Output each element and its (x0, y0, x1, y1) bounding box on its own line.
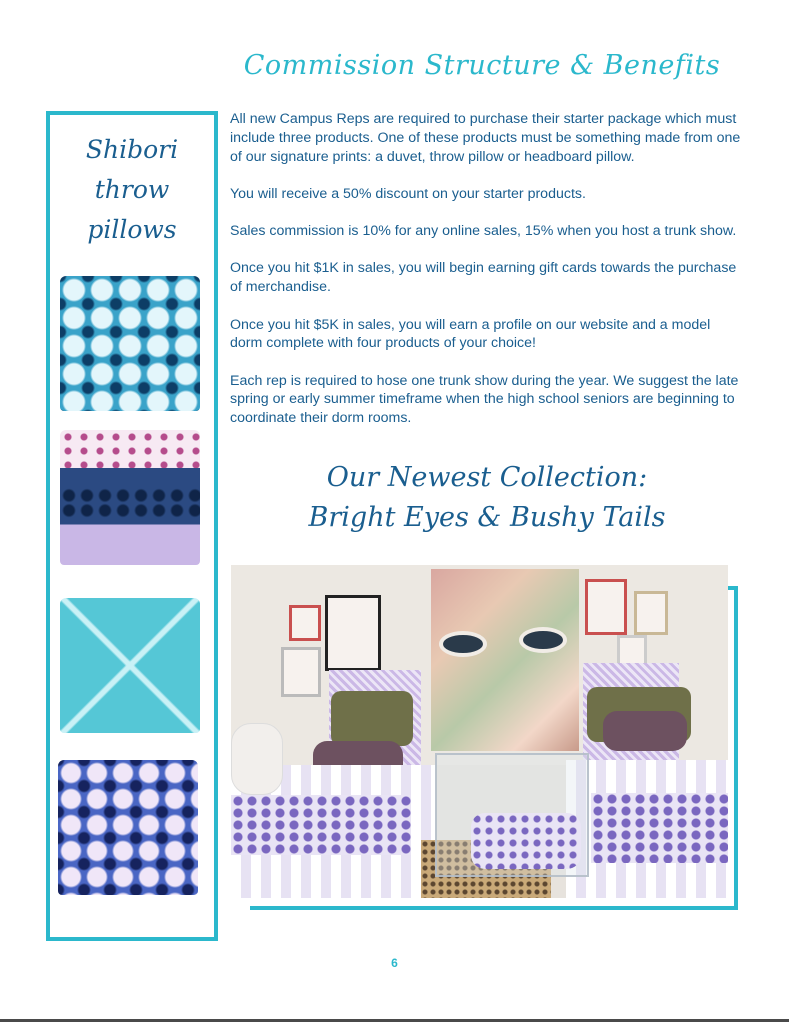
duvet-pattern (591, 793, 728, 863)
commission-paragraph: Each rep is required to hose one trunk show during the year. We suggest the late spring or early summer timeframe when the high school seniors are beginning to coordinate their dorm rooms. (230, 372, 739, 427)
sidebar-title-line: throw (94, 175, 170, 204)
face-painting (431, 569, 579, 751)
commission-body (230, 110, 745, 447)
floor-pillow (471, 813, 581, 869)
duvet-pattern (231, 795, 411, 855)
sidebar-title-line: pillows (87, 215, 177, 244)
dorm-room-photo (231, 565, 728, 898)
commission-paragraph: All new Campus Reps are required to purchase their starter package which must include three products. One of these products must be something made from one of our signature prints: a duvet, throw pillow or headboard pillow. (230, 111, 741, 165)
page-number: 6 (391, 956, 398, 970)
collection-heading (232, 458, 742, 538)
wall-frame (289, 605, 321, 641)
collection-heading-line: Bright Eyes & Bushy Tails (308, 502, 666, 533)
fur-pillow (603, 711, 687, 751)
sidebar-title-line: Shibori (85, 135, 179, 164)
pillow-image-navy-pink-shibori (60, 430, 200, 565)
commission-heading: Commission Structure & Benefits (243, 50, 721, 81)
commission-paragraph: Sales commission is 10% for any online sales, 15% when you host a trunk show. (230, 223, 737, 240)
wall-frame (634, 591, 668, 635)
commission-paragraph: Once you hit $1K in sales, you will begin earning gift cards towards the purchase of merchandise. (230, 260, 737, 296)
commission-paragraph: Once you hit $5K in sales, you will earn a profile on our website and a model dorm complete with four products of your choice! (230, 316, 711, 352)
sidebar-title (50, 130, 214, 250)
collection-heading-line: Our Newest Collection: (326, 462, 648, 493)
face-pillow (231, 723, 283, 795)
wall-frame (585, 579, 627, 635)
bottom-rule (0, 1019, 789, 1022)
commission-paragraph: You will receive a 50% discount on your starter products. (230, 185, 586, 202)
pillow-image-blue-shibori (60, 276, 200, 411)
wall-frame (325, 595, 381, 671)
pillow-image-indigo-shibori (58, 760, 198, 895)
olive-pillow (331, 691, 413, 746)
painting-eye (439, 631, 487, 657)
painting-eye (519, 627, 567, 653)
wall-frame (281, 647, 321, 697)
pillow-image-aqua-chevron (60, 598, 200, 733)
